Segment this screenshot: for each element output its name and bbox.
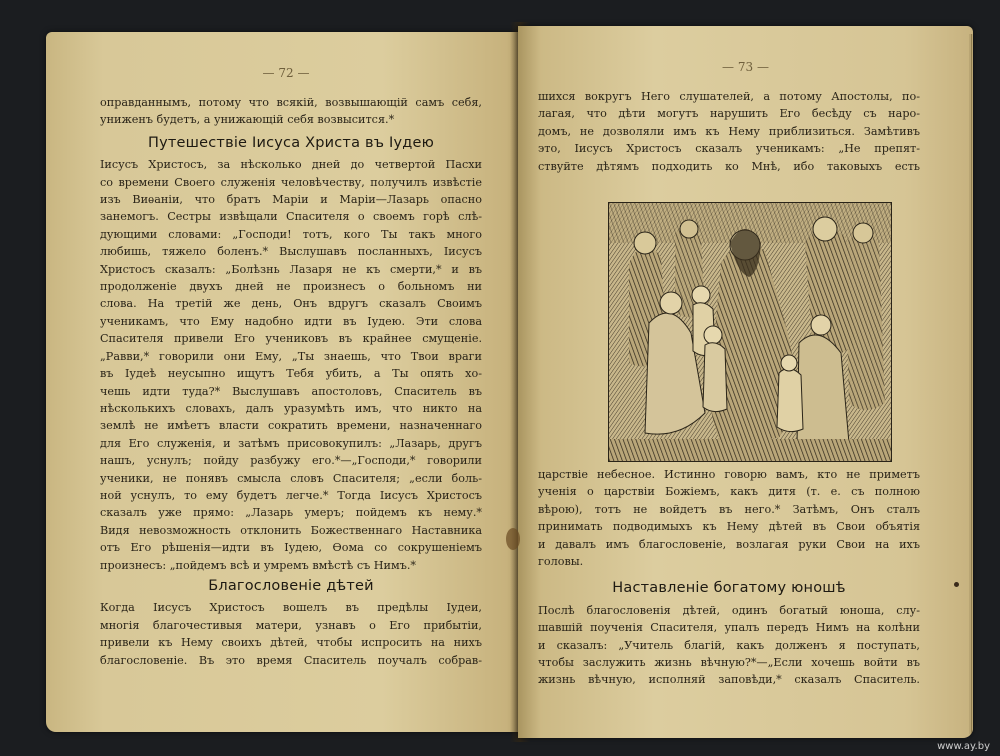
- text-line: слова. На третій же день, Онъ вдругъ сказалъ Своимъ: [100, 297, 482, 311]
- text-line: царствіе небесное. Истинно говорю вамъ, кто не приметъ: [538, 468, 920, 481]
- engraving-image: [609, 203, 891, 461]
- text-line: Іисусъ Христосъ, за нѣсколько дней до четвертой Пасхи: [100, 158, 482, 172]
- text-line: для Его служенія, и затѣмъ присовокупилъ: „Лазарь, другъ: [100, 436, 482, 450]
- ink-dot: [954, 582, 959, 587]
- text-line: лагая, что дѣти могутъ нарушить Его бесѣду съ наро-: [538, 107, 920, 121]
- text-line: Послѣ благословенія дѣтей, одинъ богатый юноша, слу-: [538, 603, 920, 617]
- left-page-number: — 72 —: [262, 66, 310, 80]
- text-line: въ Іудеѣ неусыпно ищутъ Тебя убить, а Ты опять хо-: [100, 367, 482, 381]
- text-line: продолженіе двухъ дней не произнесъ о больномъ ни: [100, 280, 482, 294]
- page-stain: [506, 528, 520, 550]
- paragraph-rich-young-man: [538, 602, 920, 689]
- text-line: шихся вокругъ Него слушателей, а потому Апостолы, по-: [538, 90, 920, 103]
- text-line: занемогъ. Сестры извѣщали Спасителя о своемъ горѣ слѣ-: [100, 210, 482, 224]
- text-line: любишь, тяжело боленъ.* Выслушавъ посланныхъ, Іисусъ: [100, 245, 482, 259]
- text-line: отъ Его рѣшенія—идти въ Іудею, Ѳома со сокрушеніемъ: [100, 541, 482, 555]
- text-line: оправданнымъ, потому что всякій, возвышающій самъ себя,: [100, 96, 482, 109]
- text-line: произнесъ: „пойдемъ всѣ и умремъ вмѣстѣ съ Нимъ.*: [100, 558, 416, 572]
- text-line: нашъ, уснулъ; пойду разбужу его.*—„Господи,* говорили: [100, 454, 482, 468]
- text-line: это, Іисусъ Христосъ сказалъ ученикамъ: „Не препят-: [538, 142, 920, 156]
- open-book: [36, 22, 982, 734]
- right-page-number: — 73 —: [722, 60, 769, 74]
- text-line: Христосъ сказалъ: „Болѣзнь Лазаря не къ смерти,* и въ: [100, 262, 482, 276]
- text-line: Когда Іисусъ Христосъ вошелъ въ предѣлы Іудеи,: [100, 601, 482, 615]
- text-line: ученія о царствіи Божіемъ, какъ дитя (т. е. съ полною: [538, 485, 920, 499]
- text-line: чтобы заслужить жизнь вѣчную?*—„Если хочешь войти въ: [538, 656, 920, 670]
- heading-rich-young-man: Наставленіе богатому юношѣ: [612, 580, 846, 597]
- text-line: домъ, не дозволяли имъ къ Нему приблизиться. Замѣтивъ: [538, 124, 920, 138]
- paragraph-journey-to-judea: [100, 156, 482, 574]
- text-line: головы.: [538, 555, 584, 569]
- page-edge: [969, 34, 973, 734]
- text-line: ствуйте дѣтямъ подходить ко Мнѣ, ибо таковыхъ есть: [538, 159, 920, 173]
- text-line: униженъ будетъ, а унижающій себя возвысится.*: [100, 113, 395, 127]
- text-line: шавшій поученія Спасителя, упалъ передъ Нимъ на колѣни: [538, 621, 920, 635]
- right-bottom-text: [538, 466, 920, 689]
- text-line: чешь идти туда?* Выслушавъ апостоловъ, Спаситель въ: [100, 384, 482, 398]
- left-page-text: [100, 94, 482, 669]
- text-line: дующими словами: „Господи! тотъ, кого Ты такъ много: [100, 227, 482, 241]
- text-line: „Равви,* говорили они Ему, „Ты знаешь, что Твои враги: [100, 349, 482, 363]
- right-page: [518, 26, 973, 738]
- watermark: www.ay.by: [937, 741, 990, 752]
- text-line: ученикамъ, что Ему надобно идти въ Іудею. Эти слова: [100, 314, 482, 328]
- text-line: вѣрою), тотъ не войдетъ въ него.* Затѣмъ, Онъ сталъ: [538, 502, 920, 516]
- heading-blessing-children: Благословеніе дѣтей: [208, 577, 374, 594]
- left-page: [46, 32, 526, 732]
- text-line: ученики, не понявъ смысла словъ Спасителя; „если боль-: [100, 471, 482, 485]
- right-top-text: [538, 88, 920, 175]
- text-line: ной уснулъ, то ему будетъ легче.* Тогда Іисусъ Христосъ: [100, 488, 482, 502]
- text-line: и давалъ имъ благословеніе, возлагая руки Свои на ихъ: [538, 537, 920, 551]
- left-intro-paragraph: [100, 94, 482, 129]
- text-line: привели къ Нему своихъ дѣтей, чтобы испросить на нихъ: [100, 636, 482, 650]
- text-line: Видя невозможность отклонить Божественнаго Наставника: [100, 523, 482, 537]
- text-line: Спасителя привели Его учениковъ въ крайнее смущеніе.: [100, 332, 482, 346]
- text-line: землѣ не имѣетъ власти сократить времени, назначеннаго: [100, 419, 482, 433]
- text-line: многія благочестивыя матери, узнавъ о Его прибытіи,: [100, 618, 482, 632]
- text-line: жизнь вѣчную, исполняй заповѣди,* сказалъ Спаситель.: [538, 673, 920, 687]
- paragraph-blessing-children: [100, 599, 482, 669]
- text-line: со времени Своего служенія человѣчеству, получилъ извѣстіе: [100, 175, 482, 189]
- text-line: благословеніе. Въ это время Спаситель поучалъ собрав-: [100, 653, 482, 667]
- text-line: принимать подводимыхъ къ Нему дѣтей въ Свои объятія: [538, 520, 920, 534]
- right-top-paragraph: [538, 88, 920, 175]
- text-line: нѣсколькихъ словахъ, далъ уразумѣть имъ, что никто на: [100, 401, 482, 415]
- text-line: сказалъ уже прямо: „Лазарь умеръ; пойдемъ къ нему.*: [100, 506, 482, 520]
- heading-journey-to-judea: Путешествіе Іисуса Христа въ Іудею: [148, 134, 434, 151]
- engraving-christ-blessing-children: [608, 202, 892, 462]
- paragraph-kingdom-of-heaven: [538, 466, 920, 570]
- text-line: и сказалъ: „Учитель благій, какъ долженъ я поступать,: [538, 638, 920, 652]
- text-line: изъ Виѳаніи, что братъ Маріи и Маріи—Лазарь опасно: [100, 193, 482, 207]
